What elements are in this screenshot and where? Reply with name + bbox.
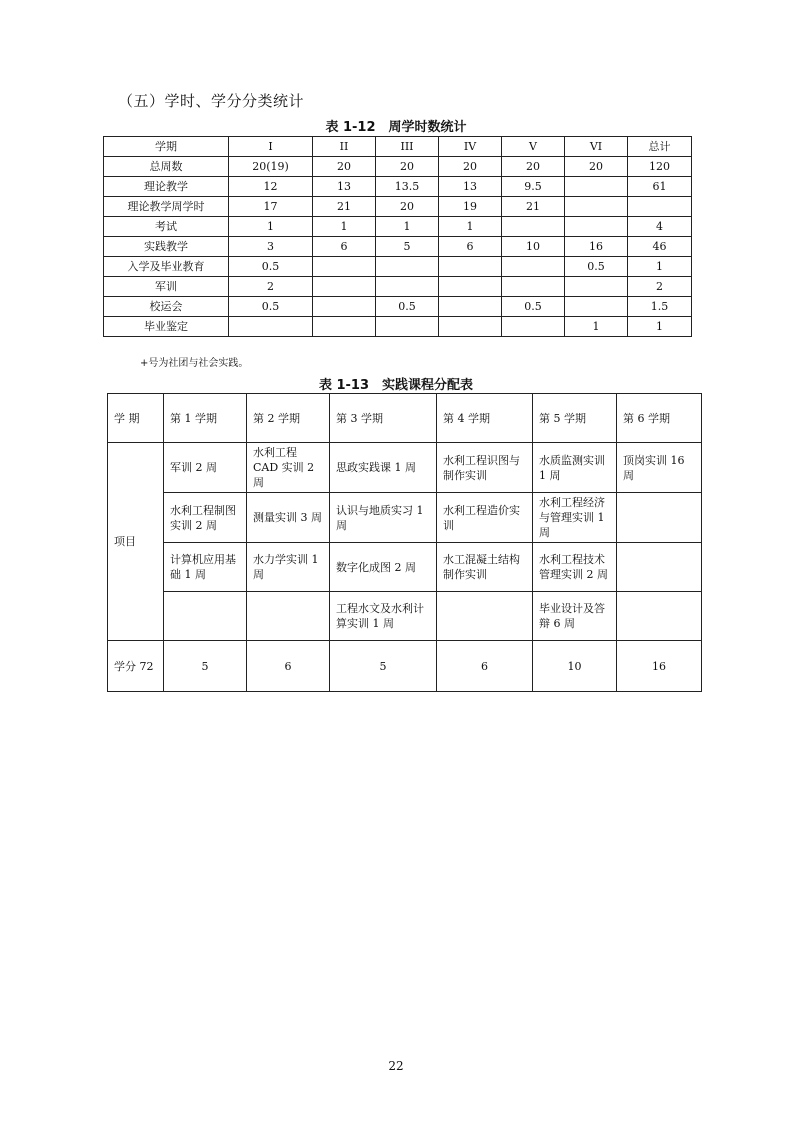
row-label-cell: 实践教学 bbox=[104, 237, 229, 257]
table-cell: 计算机应用基础 1 周 bbox=[164, 543, 247, 592]
table-row bbox=[108, 443, 702, 493]
header-cell: 第 5 学期 bbox=[533, 394, 617, 443]
table-row bbox=[104, 297, 692, 317]
credits-row bbox=[108, 641, 702, 692]
table-cell bbox=[565, 297, 628, 317]
table-cell: 水利工程经济与管理实训 1 周 bbox=[533, 493, 617, 543]
credit-cell: 10 bbox=[533, 641, 617, 692]
table-cell bbox=[439, 317, 502, 337]
table-cell bbox=[313, 317, 376, 337]
table-cell: 12 bbox=[229, 177, 313, 197]
table-cell: 3 bbox=[229, 237, 313, 257]
table-cell: 1 bbox=[439, 217, 502, 237]
credit-cell: 16 bbox=[617, 641, 702, 692]
table-cell: 20 bbox=[439, 157, 502, 177]
table-cell bbox=[437, 592, 533, 641]
practice-courses-table bbox=[107, 393, 702, 692]
table-cell bbox=[617, 543, 702, 592]
table-cell: 20 bbox=[565, 157, 628, 177]
table-cell: 数字化成图 2 周 bbox=[330, 543, 437, 592]
table-cell: 毕业设计及答辩 6 周 bbox=[533, 592, 617, 641]
table-cell bbox=[565, 197, 628, 217]
table-cell: 水利工程技术管理实训 2 周 bbox=[533, 543, 617, 592]
table-cell: 0.5 bbox=[229, 297, 313, 317]
table-cell bbox=[313, 257, 376, 277]
table-cell: 10 bbox=[502, 237, 565, 257]
table-cell bbox=[565, 217, 628, 237]
table-cell: 20 bbox=[376, 157, 439, 177]
table-cell bbox=[229, 317, 313, 337]
row-label-cell: 总周数 bbox=[104, 157, 229, 177]
table-cell: 1 bbox=[628, 257, 692, 277]
table-cell bbox=[439, 277, 502, 297]
table-cell: 1 bbox=[565, 317, 628, 337]
credit-cell: 5 bbox=[330, 641, 437, 692]
table-cell bbox=[313, 297, 376, 317]
table-cell: 19 bbox=[439, 197, 502, 217]
header-cell: 学 期 bbox=[108, 394, 164, 443]
table-cell: 水力学实训 1 周 bbox=[247, 543, 330, 592]
header-cell: VI bbox=[565, 137, 628, 157]
table-cell: 顶岗实训 16 周 bbox=[617, 443, 702, 493]
table-cell bbox=[617, 493, 702, 543]
credit-cell: 6 bbox=[437, 641, 533, 692]
page-number: 22 bbox=[388, 1059, 404, 1073]
table-cell bbox=[164, 592, 247, 641]
table-cell: 1 bbox=[628, 317, 692, 337]
table-cell: 0.5 bbox=[376, 297, 439, 317]
table-cell: 水利工程 CAD 实训 2 周 bbox=[247, 443, 330, 493]
table-cell bbox=[376, 317, 439, 337]
table-cell bbox=[502, 217, 565, 237]
table-cell: 2 bbox=[628, 277, 692, 297]
table-cell: 20(19) bbox=[229, 157, 313, 177]
table-cell: 1 bbox=[313, 217, 376, 237]
table-row bbox=[104, 197, 692, 217]
table-cell bbox=[313, 277, 376, 297]
table-row bbox=[104, 217, 692, 237]
table-cell: 20 bbox=[502, 157, 565, 177]
table-cell: 测量实训 3 周 bbox=[247, 493, 330, 543]
header-cell: 学期 bbox=[104, 137, 229, 157]
table-row bbox=[104, 237, 692, 257]
table-cell: 21 bbox=[502, 197, 565, 217]
credit-cell: 5 bbox=[164, 641, 247, 692]
table-cell bbox=[247, 592, 330, 641]
header-cell: 第 6 学期 bbox=[617, 394, 702, 443]
table-cell: 17 bbox=[229, 197, 313, 217]
table-cell: 0.5 bbox=[229, 257, 313, 277]
table-cell: 20 bbox=[376, 197, 439, 217]
table-row bbox=[104, 257, 692, 277]
header-cell: III bbox=[376, 137, 439, 157]
table-cell: 9.5 bbox=[502, 177, 565, 197]
table-cell bbox=[565, 277, 628, 297]
table-cell: 水工混凝土结构制作实训 bbox=[437, 543, 533, 592]
row-label-cell: 入学及毕业教育 bbox=[104, 257, 229, 277]
table-cell: 水质监测实训 1 周 bbox=[533, 443, 617, 493]
table-cell: 120 bbox=[628, 157, 692, 177]
table-cell: 13.5 bbox=[376, 177, 439, 197]
header-cell: 第 1 学期 bbox=[164, 394, 247, 443]
row-label-cell: 校运会 bbox=[104, 297, 229, 317]
credit-cell: 6 bbox=[247, 641, 330, 692]
table2-caption: 表 1-13 实践课程分配表 bbox=[318, 378, 474, 393]
table-cell bbox=[502, 277, 565, 297]
weekly-hours-table bbox=[103, 136, 692, 337]
table-cell: 1 bbox=[376, 217, 439, 237]
table-cell: 认识与地质实习 1 周 bbox=[330, 493, 437, 543]
table-cell bbox=[502, 257, 565, 277]
table1-caption: 表 1-12 周学时数统计 bbox=[325, 120, 467, 135]
table-cell: 水利工程造价实训 bbox=[437, 493, 533, 543]
table-cell bbox=[439, 297, 502, 317]
header-cell: 第 4 学期 bbox=[437, 394, 533, 443]
row-label-cell: 毕业鉴定 bbox=[104, 317, 229, 337]
table-row bbox=[108, 493, 702, 543]
row-label-cell: 军训 bbox=[104, 277, 229, 297]
table-cell: 13 bbox=[313, 177, 376, 197]
table-row bbox=[108, 543, 702, 592]
row-label-cell: 理论教学 bbox=[104, 177, 229, 197]
table-cell: 2 bbox=[229, 277, 313, 297]
table-row bbox=[104, 177, 692, 197]
table-cell: 思政实践课 1 周 bbox=[330, 443, 437, 493]
header-cell: I bbox=[229, 137, 313, 157]
table-cell bbox=[376, 257, 439, 277]
section-heading: （五）学时、学分分类统计 bbox=[118, 92, 305, 110]
row-label-cell: 考试 bbox=[104, 217, 229, 237]
table-cell: 61 bbox=[628, 177, 692, 197]
table-cell bbox=[502, 317, 565, 337]
table-cell: 5 bbox=[376, 237, 439, 257]
table-cell bbox=[565, 177, 628, 197]
table-cell bbox=[617, 592, 702, 641]
table-cell: 军训 2 周 bbox=[164, 443, 247, 493]
table-cell bbox=[376, 277, 439, 297]
header-cell: V bbox=[502, 137, 565, 157]
table-cell: 1.5 bbox=[628, 297, 692, 317]
table-cell: 13 bbox=[439, 177, 502, 197]
table-cell: 水利工程制图实训 2 周 bbox=[164, 493, 247, 543]
credits-label-cell: 学分 72 bbox=[108, 641, 164, 692]
table-cell: 工程水文及水利计算实训 1 周 bbox=[330, 592, 437, 641]
header-cell: II bbox=[313, 137, 376, 157]
table-cell: 6 bbox=[313, 237, 376, 257]
table-cell: 水利工程识图与制作实训 bbox=[437, 443, 533, 493]
header-cell: 总计 bbox=[628, 137, 692, 157]
row-label-cell: 理论教学周学时 bbox=[104, 197, 229, 217]
table-cell: 0.5 bbox=[502, 297, 565, 317]
header-cell: 第 3 学期 bbox=[330, 394, 437, 443]
table-cell: 46 bbox=[628, 237, 692, 257]
table-cell bbox=[439, 257, 502, 277]
header-cell: IV bbox=[439, 137, 502, 157]
table-row bbox=[104, 277, 692, 297]
table-header-row bbox=[104, 137, 692, 157]
header-cell: 第 2 学期 bbox=[247, 394, 330, 443]
table-row bbox=[104, 157, 692, 177]
table-row bbox=[104, 317, 692, 337]
table-cell bbox=[628, 197, 692, 217]
table-cell: 20 bbox=[313, 157, 376, 177]
table-header-row bbox=[108, 394, 702, 443]
table-row bbox=[108, 592, 702, 641]
table-cell: 4 bbox=[628, 217, 692, 237]
table-cell: 21 bbox=[313, 197, 376, 217]
table-cell: 0.5 bbox=[565, 257, 628, 277]
table1-note: +号为社团与社会实践。 bbox=[140, 358, 249, 369]
table-cell: 1 bbox=[229, 217, 313, 237]
table-cell: 6 bbox=[439, 237, 502, 257]
row-label-cell: 项目 bbox=[108, 443, 164, 641]
table-cell: 16 bbox=[565, 237, 628, 257]
